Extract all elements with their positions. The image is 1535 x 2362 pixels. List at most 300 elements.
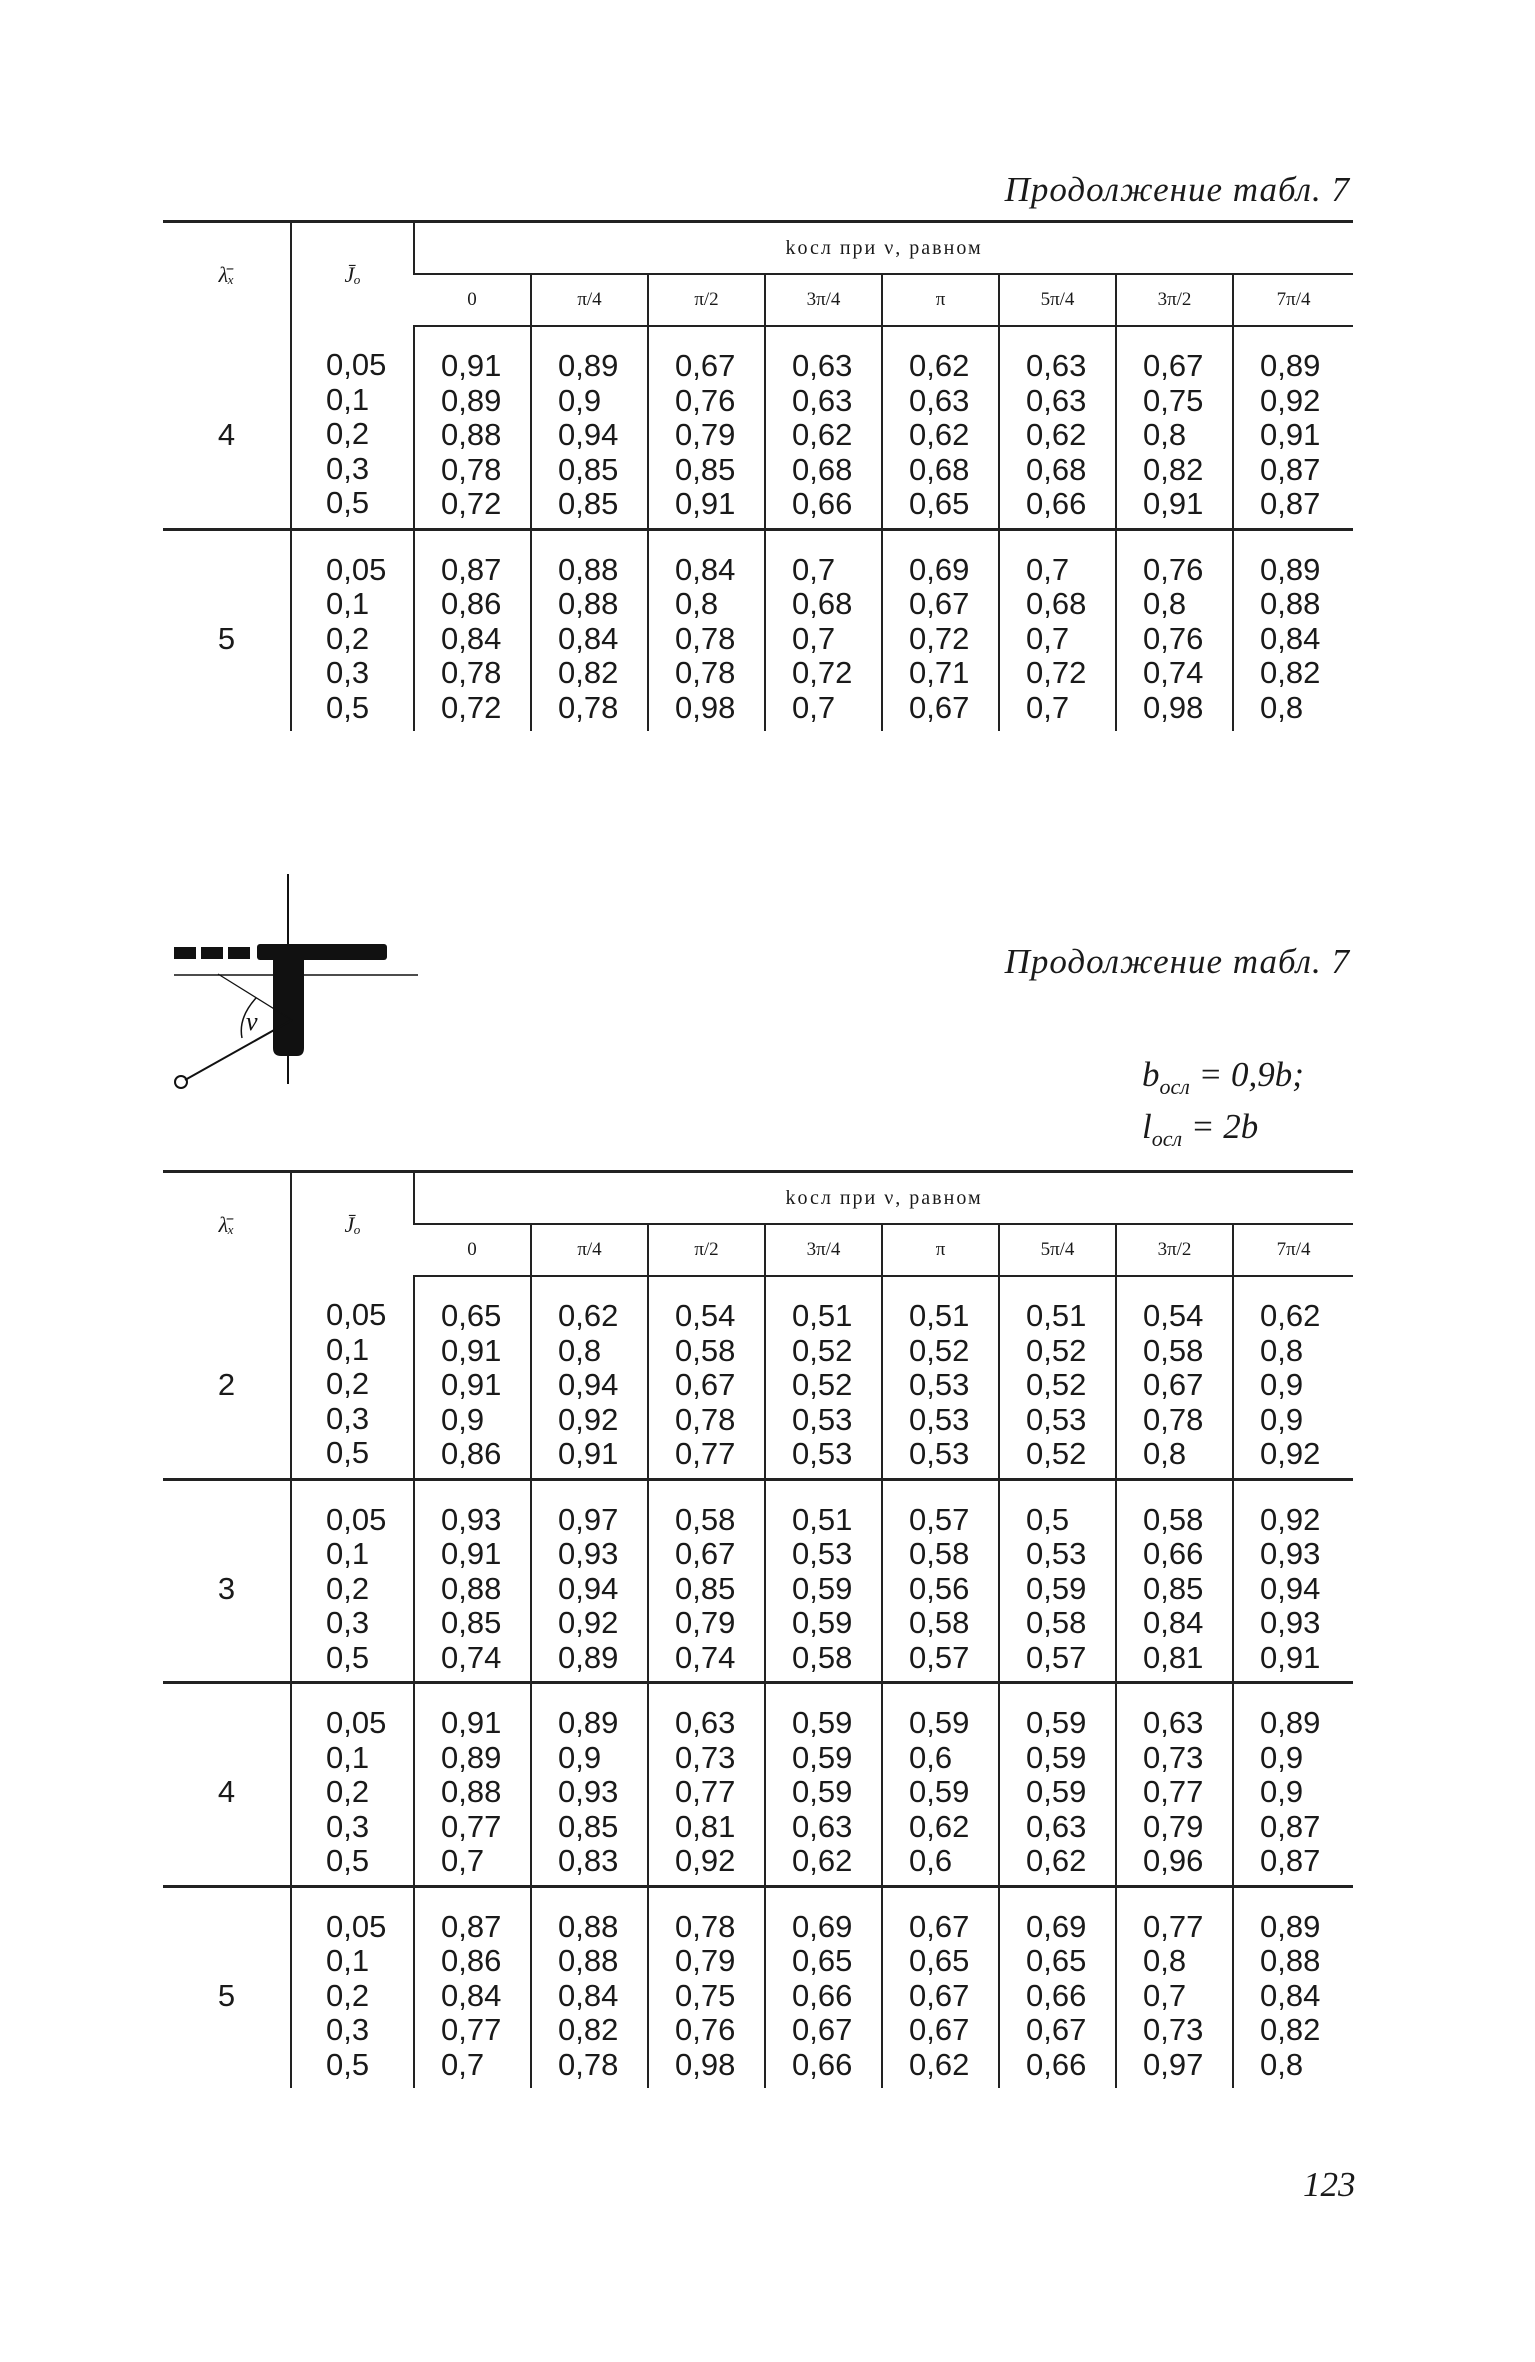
- k-value: 0,88: [558, 1908, 619, 1944]
- j-value: 0,3: [326, 2012, 370, 2047]
- k-value: 0,63: [909, 382, 970, 418]
- k-value: 0,8: [675, 586, 719, 621]
- k-values-cell: [999, 1276, 1116, 1479]
- k-value: 0,84: [441, 1977, 502, 2013]
- k-value: 0,98: [675, 2046, 736, 2082]
- j-value: 0,3: [326, 450, 370, 486]
- k-value: 0,84: [1260, 620, 1321, 656]
- k-value: 0,79: [675, 1605, 736, 1640]
- angle-header: 5π/4: [999, 274, 1116, 326]
- k-value: 0,67: [909, 689, 970, 725]
- k-value: 0,58: [675, 1332, 736, 1368]
- k-value: 0,78: [441, 655, 502, 690]
- j-value: 0,1: [326, 1739, 370, 1775]
- k-values-cell: [648, 1886, 765, 2088]
- lambda-group-row: [163, 1479, 1353, 1683]
- k-value: 0,63: [1143, 1705, 1204, 1740]
- j-values-cell: [291, 326, 414, 529]
- formula-sub: осл: [1159, 1074, 1190, 1099]
- k-value: 0,7: [1026, 620, 1070, 656]
- k-value: 0,58: [1143, 1501, 1204, 1537]
- k-value: 0,88: [558, 1943, 619, 1978]
- k-value: 0,91: [441, 1332, 502, 1368]
- angle-header: 0: [414, 1224, 531, 1276]
- k-value: 0,88: [1260, 1943, 1321, 1978]
- k-value: 0,83: [558, 1843, 619, 1878]
- k-value: 0,72: [441, 689, 502, 725]
- j-value: 0,05: [326, 1705, 387, 1740]
- k-value: 0,66: [792, 1977, 853, 2013]
- k-value: 0,87: [441, 551, 502, 587]
- k-value: 0,88: [1260, 586, 1321, 621]
- k-value: 0,89: [1260, 348, 1321, 383]
- k-value: 0,8: [1260, 689, 1304, 725]
- k-value: 0,91: [441, 1367, 502, 1402]
- k-value: 0,79: [675, 417, 736, 452]
- k-value: 0,8: [1260, 1332, 1304, 1368]
- k-value: 0,63: [1026, 1808, 1087, 1844]
- k-value: 0,78: [441, 451, 502, 487]
- k-value: 0,59: [909, 1705, 970, 1740]
- k-value: 0,78: [675, 1908, 736, 1944]
- k-value: 0,77: [675, 1774, 736, 1809]
- k-values-cell: [648, 1276, 765, 1479]
- k-value: 0,58: [909, 1605, 970, 1640]
- k-values-cell: [531, 1886, 648, 2088]
- k-value: 0,94: [558, 1367, 619, 1402]
- k-value: 0,58: [1143, 1332, 1204, 1368]
- k-value: 0,91: [675, 486, 736, 521]
- k-value: 0,93: [558, 1774, 619, 1809]
- k-value: 0,85: [558, 451, 619, 487]
- lambda-value: 3: [163, 1479, 291, 1683]
- k-value: 0,88: [441, 1570, 502, 1606]
- angle-header: 7π/4: [1233, 274, 1353, 326]
- k-value: 0,58: [792, 1639, 853, 1675]
- k-values-cell: [1116, 1276, 1233, 1479]
- k-value: 0,57: [909, 1639, 970, 1675]
- k-values-cell: [1116, 529, 1233, 731]
- k-value: 0,52: [1026, 1332, 1087, 1368]
- k-value: 0,59: [792, 1605, 853, 1640]
- j-header: J̄ₒ: [291, 222, 414, 327]
- k-value: 0,57: [909, 1501, 970, 1537]
- k-value: 0,8: [1260, 2046, 1304, 2082]
- k-value: 0,84: [1260, 1977, 1321, 2013]
- k-values-cell: [999, 1479, 1116, 1683]
- k-value: 0,84: [558, 620, 619, 656]
- k-value: 0,82: [1260, 2012, 1321, 2047]
- k-value: 0,67: [1143, 348, 1204, 383]
- k-value: 0,72: [1026, 655, 1087, 690]
- k-value: 0,67: [675, 348, 736, 383]
- k-values-cell: [414, 1886, 531, 2088]
- k-value: 0,85: [675, 1570, 736, 1606]
- k-value: 0,82: [558, 655, 619, 690]
- k-value: 0,58: [909, 1536, 970, 1571]
- k-value: 0,53: [792, 1401, 853, 1437]
- k-value: 0,87: [1260, 1843, 1321, 1878]
- j-values-cell: [291, 529, 414, 731]
- k-value: 0,77: [1143, 1774, 1204, 1809]
- k-value: 0,74: [441, 1639, 502, 1675]
- k-value: 0,92: [1260, 1436, 1321, 1471]
- k-value: 0,89: [441, 382, 502, 418]
- k-value: 0,98: [1143, 689, 1204, 725]
- angle-header: π/2: [648, 1224, 765, 1276]
- lambda-value: 5: [163, 529, 291, 731]
- k-value: 0,78: [675, 1401, 736, 1437]
- page-number: 123: [1303, 2165, 1356, 2204]
- k-value: 0,77: [675, 1436, 736, 1471]
- k-values-cell: [1116, 1886, 1233, 2088]
- k-value: 0,63: [1026, 348, 1087, 383]
- k-value: 0,87: [1260, 486, 1321, 521]
- k-value: 0,53: [1026, 1536, 1087, 1571]
- k-values-cell: [414, 1276, 531, 1479]
- k-header: kосл при ν, равном: [414, 222, 1353, 275]
- k-value: 0,7: [441, 2046, 485, 2082]
- k-value: 0,89: [558, 348, 619, 383]
- k-value: 0,53: [792, 1436, 853, 1471]
- k-value: 0,84: [1143, 1605, 1204, 1640]
- k-value: 0,72: [909, 620, 970, 656]
- k-value: 0,58: [1026, 1605, 1087, 1640]
- k-value: 0,59: [1026, 1705, 1087, 1740]
- angle-header: 3π/4: [765, 274, 882, 326]
- k-value: 0,59: [1026, 1570, 1087, 1606]
- angle-header: π: [882, 1224, 999, 1276]
- lambda-header: λ̄ₓ: [163, 1172, 291, 1277]
- k-value: 0,9: [558, 1739, 602, 1775]
- k-value: 0,7: [792, 620, 836, 656]
- j-value: 0,05: [326, 1908, 387, 1944]
- k-values-cell: [882, 529, 999, 731]
- k-value: 0,62: [792, 417, 853, 452]
- k-value: 0,78: [558, 2046, 619, 2082]
- k-value: 0,74: [675, 1639, 736, 1675]
- k-value: 0,91: [441, 1536, 502, 1571]
- lambda-group-row: [163, 1276, 1353, 1479]
- k-value: 0,82: [1260, 655, 1321, 690]
- k-value: 0,58: [675, 1501, 736, 1537]
- lambda-value: 2: [217, 1366, 236, 1402]
- k-values-cell: [999, 1886, 1116, 2088]
- k-value: 0,6: [909, 1843, 953, 1878]
- k-value: 0,9: [1260, 1739, 1304, 1775]
- k-values-cell: [999, 529, 1116, 731]
- k-value: 0,59: [792, 1774, 853, 1809]
- k-value: 0,78: [675, 655, 736, 690]
- k-value: 0,62: [909, 348, 970, 383]
- k-value: 0,89: [441, 1739, 502, 1775]
- k-value: 0,93: [1260, 1536, 1321, 1571]
- k-value: 0,81: [1143, 1639, 1204, 1675]
- formula-line-2: [1142, 1107, 1304, 1159]
- k-values-cell: [882, 1683, 999, 1887]
- k-value: 0,51: [1026, 1298, 1087, 1333]
- k-value: 0,62: [792, 1843, 853, 1878]
- k-value: 0,59: [792, 1570, 853, 1606]
- angle-header: 0: [414, 274, 531, 326]
- k-value: 0,8: [1143, 1943, 1187, 1978]
- k-values-cell: [765, 1479, 882, 1683]
- k-value: 0,65: [792, 1943, 853, 1978]
- k-value: 0,76: [1143, 551, 1204, 587]
- j-values-cell: [291, 1479, 414, 1683]
- k-value: 0,54: [1143, 1298, 1204, 1333]
- k-value: 0,66: [1026, 2046, 1087, 2082]
- svg-text:ν: ν: [246, 1007, 258, 1036]
- k-value: 0,7: [1026, 551, 1070, 587]
- table-caption-1: Продолжение табл. 7: [1004, 170, 1350, 209]
- k-values-cell: [1233, 1479, 1353, 1683]
- k-value: 0,69: [792, 1908, 853, 1944]
- k-value: 0,62: [909, 2046, 970, 2082]
- k-value: 0,81: [675, 1808, 736, 1844]
- k-value: 0,84: [675, 551, 736, 587]
- j-header: J̄ₒ: [291, 1172, 414, 1277]
- k-value: 0,63: [792, 382, 853, 418]
- k-value: 0,91: [441, 348, 502, 383]
- k-values-cell: [1233, 1886, 1353, 2088]
- k-value: 0,87: [1260, 451, 1321, 487]
- k-value: 0,63: [792, 348, 853, 383]
- k-value: 0,62: [558, 1298, 619, 1333]
- k-values-cell: [648, 1683, 765, 1887]
- k-values-cell: [1116, 326, 1233, 529]
- k-value: 0,72: [792, 655, 853, 690]
- k-value: 0,67: [909, 2012, 970, 2047]
- k-value: 0,94: [1260, 1570, 1321, 1606]
- k-value: 0,9: [1260, 1367, 1304, 1402]
- j-values-cell: [291, 1886, 414, 2088]
- k-values-cell: [1233, 1683, 1353, 1887]
- j-values-cell: [291, 1276, 414, 1479]
- k-value: 0,52: [792, 1367, 853, 1402]
- k-value: 0,74: [1143, 655, 1204, 690]
- k-value: 0,87: [1260, 1808, 1321, 1844]
- k-values-cell: [414, 326, 531, 529]
- k-values-cell: [882, 326, 999, 529]
- k-value: 0,67: [909, 586, 970, 621]
- k-value: 0,85: [1143, 1570, 1204, 1606]
- j-value: 0,2: [326, 1366, 370, 1401]
- angle-header: 3π/2: [1116, 274, 1233, 326]
- k-value: 0,87: [441, 1908, 502, 1944]
- angle-header: 3π/4: [765, 1224, 882, 1276]
- k-value: 0,85: [558, 486, 619, 521]
- j-value: 0,05: [326, 551, 387, 587]
- k-value: 0,73: [675, 1739, 736, 1775]
- k-value: 0,88: [441, 1774, 502, 1809]
- j-value: 0,05: [326, 347, 387, 382]
- j-value: 0,5: [326, 2046, 370, 2082]
- k-values-cell: [765, 1683, 882, 1887]
- k-value: 0,85: [441, 1605, 502, 1640]
- k-value: 0,51: [792, 1501, 853, 1537]
- k-value: 0,76: [675, 382, 736, 418]
- k-value: 0,91: [1143, 486, 1204, 521]
- k-value: 0,86: [441, 1943, 502, 1978]
- k-value: 0,9: [441, 1401, 485, 1437]
- j-values-cell: [291, 1683, 414, 1887]
- k-value: 0,54: [675, 1298, 736, 1333]
- k-value: 0,78: [1143, 1401, 1204, 1437]
- k-value: 0,93: [441, 1501, 502, 1537]
- k-value: 0,8: [1143, 586, 1187, 621]
- k-value: 0,53: [909, 1367, 970, 1402]
- j-value: 0,1: [326, 586, 370, 621]
- k-values-cell: [1233, 1276, 1353, 1479]
- k-value: 0,75: [1143, 382, 1204, 418]
- formula-sub: осл: [1151, 1126, 1183, 1151]
- k-values-cell: [1233, 326, 1353, 529]
- k-value: 0,91: [1260, 417, 1321, 452]
- k-value: 0,89: [1260, 1908, 1321, 1944]
- k-value: 0,62: [1026, 1843, 1087, 1878]
- j-value: 0,05: [326, 1501, 387, 1537]
- k-values-cell: [882, 1886, 999, 2088]
- k-values-cell: [414, 529, 531, 731]
- j-value: 0,5: [326, 485, 370, 520]
- k-value: 0,67: [909, 1977, 970, 2013]
- k-value: 0,63: [1026, 382, 1087, 418]
- k-value: 0,75: [675, 1977, 736, 2013]
- angle-header: π/4: [531, 274, 648, 326]
- k-values-cell: [882, 1276, 999, 1479]
- k-value: 0,67: [909, 1908, 970, 1944]
- k-header: kосл при ν, равном: [414, 1172, 1353, 1225]
- k-value: 0,89: [1260, 551, 1321, 587]
- k-value: 0,92: [675, 1843, 736, 1878]
- k-value: 0,59: [792, 1739, 853, 1775]
- k-value: 0,92: [1260, 382, 1321, 418]
- k-value: 0,68: [1026, 586, 1087, 621]
- k-value: 0,92: [1260, 1501, 1321, 1537]
- k-value: 0,85: [558, 1808, 619, 1844]
- formula-line-1: [1142, 1055, 1304, 1107]
- k-value: 0,59: [909, 1774, 970, 1809]
- k-value: 0,9: [1260, 1401, 1304, 1437]
- k-values-cell: [648, 326, 765, 529]
- lambda-value: 4: [217, 416, 236, 452]
- j-value: 0,2: [326, 620, 370, 656]
- k-values-cell: [765, 326, 882, 529]
- lambda-group-row: [163, 1886, 1353, 2088]
- j-value: 0,2: [326, 416, 370, 451]
- k-value: 0,91: [441, 1705, 502, 1740]
- k-value: 0,9: [1260, 1774, 1304, 1809]
- k-value: 0,53: [792, 1536, 853, 1571]
- k-value: 0,79: [1143, 1808, 1204, 1844]
- k-value: 0,52: [792, 1332, 853, 1368]
- k-value: 0,65: [1026, 1943, 1087, 1978]
- k-value: 0,96: [1143, 1843, 1204, 1878]
- k-value: 0,84: [558, 1977, 619, 2013]
- k-value: 0,67: [792, 2012, 853, 2047]
- k-values-cell: [999, 1683, 1116, 1887]
- k-value: 0,77: [441, 2012, 502, 2047]
- k-value: 0,62: [909, 417, 970, 452]
- k-value: 0,71: [909, 655, 970, 690]
- j-value: 0,5: [326, 1639, 370, 1675]
- formula-rest: = 2b: [1182, 1107, 1259, 1146]
- k-value: 0,7: [792, 689, 836, 725]
- k-value: 0,73: [1143, 2012, 1204, 2047]
- k-values-cell: [414, 1683, 531, 1887]
- angle-header: π: [882, 274, 999, 326]
- formula-var: b: [1142, 1055, 1160, 1094]
- angle-header: 7π/4: [1233, 1224, 1353, 1276]
- coefficient-table-2: [163, 1170, 1353, 2088]
- lambda-group-row: [163, 326, 1353, 529]
- k-value: 0,86: [441, 586, 502, 621]
- k-value: 0,69: [909, 551, 970, 587]
- j-value: 0,1: [326, 1331, 370, 1367]
- k-value: 0,78: [675, 620, 736, 656]
- k-value: 0,62: [909, 1808, 970, 1844]
- k-value: 0,86: [441, 1436, 502, 1471]
- k-value: 0,98: [675, 689, 736, 725]
- k-value: 0,94: [558, 1570, 619, 1606]
- k-values-cell: [765, 529, 882, 731]
- k-value: 0,65: [909, 1943, 970, 1978]
- j-value: 0,2: [326, 1774, 370, 1809]
- k-value: 0,6: [909, 1739, 953, 1775]
- k-values-cell: [531, 326, 648, 529]
- k-values-cell: [531, 529, 648, 731]
- k-value: 0,66: [792, 486, 853, 521]
- formula-rest: = 0,9b;: [1189, 1055, 1304, 1094]
- k-value: 0,68: [792, 451, 853, 487]
- j-value: 0,3: [326, 1605, 370, 1640]
- k-value: 0,52: [1026, 1367, 1087, 1402]
- k-value: 0,79: [675, 1943, 736, 1978]
- k-value: 0,88: [558, 551, 619, 587]
- j-value: 0,2: [326, 1977, 370, 2013]
- k-value: 0,53: [909, 1401, 970, 1437]
- k-value: 0,68: [1026, 451, 1087, 487]
- k-values-cell: [765, 1886, 882, 2088]
- k-value: 0,7: [1026, 689, 1070, 725]
- k-value: 0,76: [1143, 620, 1204, 656]
- k-values-cell: [882, 1479, 999, 1683]
- k-value: 0,7: [792, 551, 836, 587]
- k-value: 0,8: [1143, 417, 1187, 452]
- j-value: 0,3: [326, 1808, 370, 1844]
- j-value: 0,05: [326, 1297, 387, 1332]
- k-value: 0,57: [1026, 1639, 1087, 1675]
- k-value: 0,67: [675, 1367, 736, 1402]
- k-value: 0,89: [558, 1639, 619, 1675]
- j-value: 0,3: [326, 1400, 370, 1436]
- k-value: 0,63: [792, 1808, 853, 1844]
- k-values-cell: [1116, 1683, 1233, 1887]
- k-value: 0,65: [441, 1298, 502, 1333]
- lambda-group-row: [163, 1683, 1353, 1887]
- k-value: 0,62: [1260, 1298, 1321, 1333]
- j-value: 0,5: [326, 689, 370, 725]
- k-value: 0,77: [441, 1808, 502, 1844]
- k-values-cell: [414, 1479, 531, 1683]
- k-value: 0,91: [1260, 1639, 1321, 1675]
- k-values-cell: [1233, 529, 1353, 731]
- k-value: 0,53: [1026, 1401, 1087, 1437]
- k-value: 0,82: [558, 2012, 619, 2047]
- k-value: 0,88: [558, 586, 619, 621]
- j-value: 0,1: [326, 1536, 370, 1571]
